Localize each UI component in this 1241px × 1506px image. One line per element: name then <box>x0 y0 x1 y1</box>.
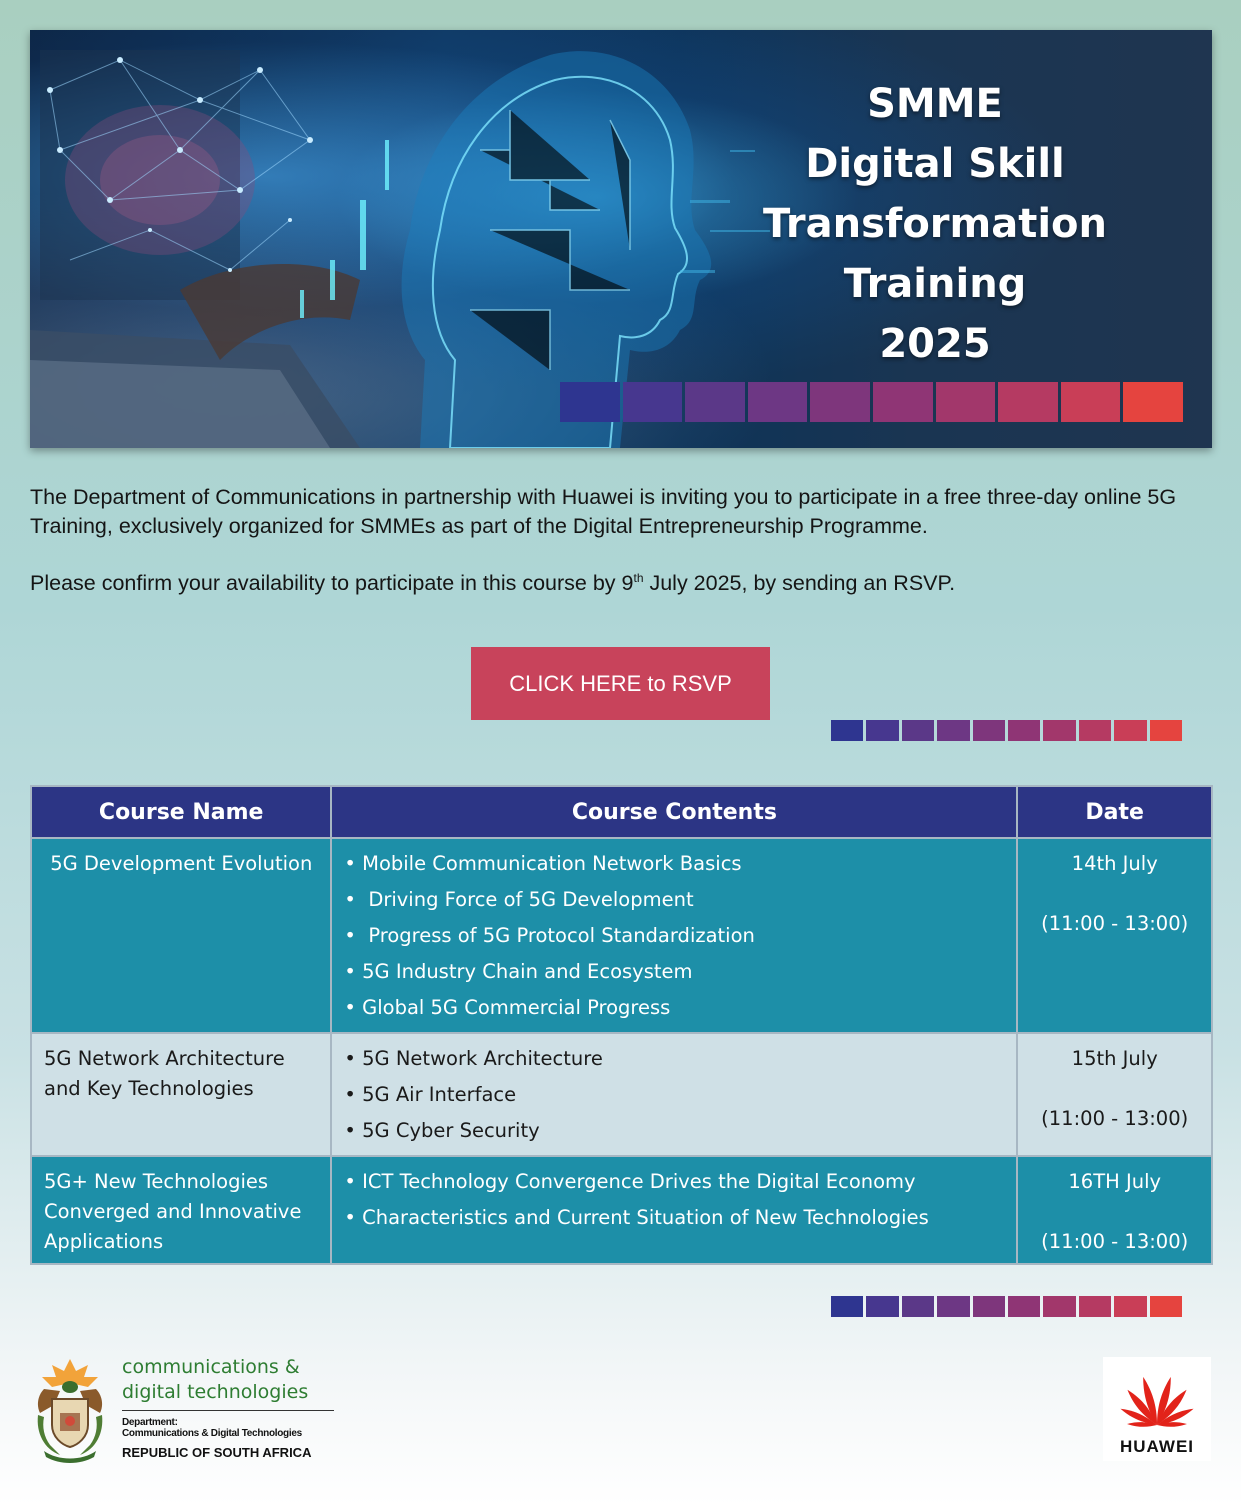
table-header-row <box>31 786 1212 838</box>
course-contents-cell <box>331 1156 1017 1264</box>
rsvp-button[interactable]: CLICK HERE to RSVP <box>471 647 770 720</box>
content-item: • Driving Force of 5G Development <box>344 888 694 911</box>
gradient-bar-segment <box>1043 720 1075 741</box>
department-name-line: digital technologies <box>122 1381 309 1403</box>
department-name-line: communications & <box>122 1356 300 1378</box>
coat-of-arms-icon <box>30 1355 110 1463</box>
course-name-cell: 5G+ New Technologies Converged and Innovative Applications <box>31 1156 331 1264</box>
gradient-bar-segment <box>1079 1296 1111 1317</box>
mid-gradient-bar <box>831 720 1182 741</box>
content-item: • ICT Technology Convergence Drives the Digital Economy <box>344 1170 916 1193</box>
content-item: • 5G Network Architecture <box>344 1047 603 1070</box>
content-item: • 5G Air Interface <box>344 1083 517 1106</box>
course-table <box>30 785 1213 1265</box>
gradient-bar-segment <box>1123 382 1183 422</box>
intro-text <box>30 483 1215 621</box>
hero-banner <box>30 30 1212 448</box>
gradient-bar-segment <box>873 382 933 422</box>
banner-title-line: Transformation <box>763 201 1107 247</box>
gradient-bar-segment <box>831 1296 863 1317</box>
gradient-bar-segment <box>1114 1296 1146 1317</box>
gradient-bar-segment <box>866 720 898 741</box>
gradient-bar-segment <box>902 1296 934 1317</box>
bottom-gradient-bar <box>831 1296 1182 1317</box>
content-item: • 5G Cyber Security <box>344 1119 540 1142</box>
department-logo <box>30 1355 340 1465</box>
rsvp-deadline-paragraph <box>30 564 1215 598</box>
department-name <box>122 1355 308 1405</box>
content-item: • Mobile Communication Network Basics <box>344 852 742 875</box>
course-date: 16TH July <box>1068 1170 1162 1193</box>
course-contents-cell <box>331 1033 1017 1156</box>
header-course-contents: Course Contents <box>331 786 1017 838</box>
banner-title-line: Digital Skill <box>805 141 1065 187</box>
intro-paragraph: The Department of Communications in partnership with Huawei is inviting you to participate in a free three-day online 5G Training, exclusively organized for SMMEs as part of the Digital Entrepreneurship Programme. <box>30 485 1177 538</box>
gradient-bar-segment <box>936 382 996 422</box>
deadline-text: Please confirm your availability to participate in this course by 9 <box>30 571 634 596</box>
header-date: Date <box>1017 786 1212 838</box>
banner-title <box>720 74 1150 374</box>
gradient-bar-segment <box>1150 720 1182 741</box>
table-row <box>31 1156 1212 1264</box>
department-full-name: Communications & Digital Technologies <box>122 1428 302 1439</box>
divider <box>122 1410 334 1411</box>
course-time: (11:00 - 13:00) <box>1041 912 1189 935</box>
banner-title-line: SMME <box>867 81 1003 127</box>
banner-gradient-bar <box>560 382 1183 422</box>
gradient-bar-segment <box>866 1296 898 1317</box>
department-subtitle <box>122 1417 302 1439</box>
date-cell <box>1017 1156 1212 1264</box>
gradient-bar-segment <box>973 720 1005 741</box>
banner-title-line: Training <box>843 261 1027 307</box>
table-row <box>31 838 1212 1033</box>
gradient-bar-segment <box>973 1296 1005 1317</box>
course-date: 14th July <box>1071 852 1158 875</box>
content-item: • Global 5G Commercial Progress <box>344 996 671 1019</box>
gradient-bar-segment <box>1043 1296 1075 1317</box>
gradient-bar-segment <box>1150 1296 1182 1317</box>
gradient-bar-segment <box>560 382 620 422</box>
gradient-bar-segment <box>1079 720 1111 741</box>
gradient-bar-segment <box>810 382 870 422</box>
gradient-bar-segment <box>831 720 863 741</box>
course-date: 15th July <box>1071 1047 1158 1070</box>
gradient-bar-segment <box>685 382 745 422</box>
course-time: (11:00 - 13:00) <box>1041 1107 1189 1130</box>
banner-title-line: 2025 <box>879 321 991 367</box>
gradient-bar-segment <box>1008 1296 1040 1317</box>
gradient-bar-segment <box>1114 720 1146 741</box>
gradient-bar-segment <box>1008 720 1040 741</box>
gradient-bar-segment <box>937 1296 969 1317</box>
date-cell <box>1017 838 1212 1033</box>
content-item: • Progress of 5G Protocol Standardization <box>344 924 755 947</box>
department-label: Department: <box>122 1417 178 1428</box>
course-name-cell: 5G Development Evolution <box>31 838 331 1033</box>
gradient-bar-segment <box>748 382 808 422</box>
table-row <box>31 1033 1212 1156</box>
deadline-text-end: July 2025, by sending an RSVP. <box>643 571 956 596</box>
gradient-bar-segment <box>937 720 969 741</box>
course-name-cell: 5G Network Architecture and Key Technologies <box>31 1033 331 1156</box>
huawei-logo <box>1103 1357 1211 1461</box>
course-contents-cell <box>331 838 1017 1033</box>
gradient-bar-segment <box>623 382 683 422</box>
gradient-bar-segment <box>1061 382 1121 422</box>
country-name: REPUBLIC OF SOUTH AFRICA <box>122 1445 312 1460</box>
gradient-bar-segment <box>902 720 934 741</box>
date-cell <box>1017 1033 1212 1156</box>
huawei-logo-icon <box>1103 1357 1211 1437</box>
course-time: (11:00 - 13:00) <box>1041 1230 1189 1253</box>
deadline-sup: th <box>633 571 644 585</box>
huawei-wordmark: HUAWEI <box>1120 1437 1194 1456</box>
content-item: • Characteristics and Current Situation of New Technologies <box>344 1206 929 1229</box>
gradient-bar-segment <box>998 382 1058 422</box>
header-course-name: Course Name <box>31 786 331 838</box>
content-item: • 5G Industry Chain and Ecosystem <box>344 960 693 983</box>
